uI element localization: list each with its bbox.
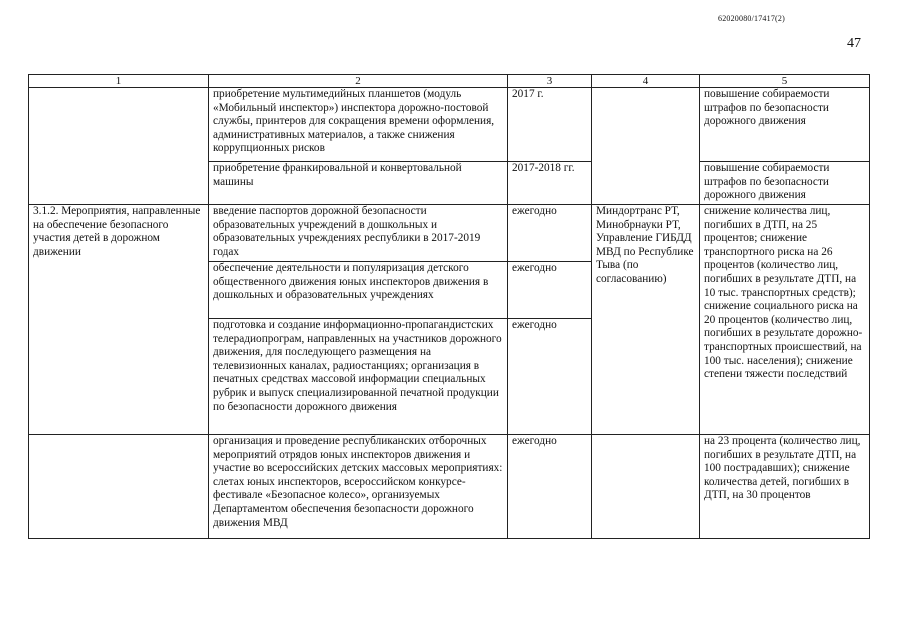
result-cell: повышение собираемости штрафов по безопасности дорожного движения — [700, 162, 870, 205]
activity-cell: обеспечение деятельности и популяризация детского общественного движения юных инспекторов движения в дошкольных и образовательных учреждениях — [209, 262, 508, 319]
deadline-cell: 2017-2018 гг. — [508, 162, 592, 205]
table-row — [29, 88, 870, 162]
table-row — [29, 205, 870, 262]
document-code: 62020080/17417(2) — [718, 14, 785, 23]
table-header-row — [29, 75, 870, 88]
activity-cell: приобретение франкировальной и конвертовальной машины — [209, 162, 508, 205]
deadline-cell: ежегодно — [508, 435, 592, 539]
column-header-2: 2 — [209, 75, 508, 88]
column-header-4: 4 — [592, 75, 700, 88]
result-cell: на 23 процента (количество лиц, погибших в результате ДТП, на 100 пострадавших); снижение количества детей, погибших в ДТП, на 30 процентов — [700, 435, 870, 539]
executor-cell — [592, 88, 700, 205]
table-row — [29, 435, 870, 539]
deadline-cell: ежегодно — [508, 205, 592, 262]
activity-cell: приобретение мультимедийных планшетов (модуль «Мобильный инспектор») инспектора дорожно-постовой службы, принтеров для сокращения времени оформления, административных материалов, а также снижения коррупционных рисков — [209, 88, 508, 162]
activity-cell: введение паспортов дорожной безопасности образовательных учреждений в дошкольных и образовательных учреждениях республики в 2017-2019 годах — [209, 205, 508, 262]
activity-cell: подготовка и создание информационно-пропагандистских телерадиопрограм, направленных на участников дорожного движения, для последующего размещения на телевизионных каналах, радиостанциях; организация в печатных средствах массовой информации специальных рубрик и выпуск специализированной печатной продукции по безопасности дорожного движения — [209, 319, 508, 435]
column-header-1: 1 — [29, 75, 209, 88]
measures-table — [28, 74, 870, 539]
executor-cell — [592, 435, 700, 539]
column-header-5: 5 — [700, 75, 870, 88]
result-cell: повышение собираемости штрафов по безопасности дорожного движения — [700, 88, 870, 162]
measure-name-cell — [29, 88, 209, 205]
measure-name-cell — [29, 435, 209, 539]
executor-cell: Миндортранс РТ, Минобрнауки РТ, Управление ГИБДД МВД по Республике Тыва (по согласованию) — [592, 205, 700, 435]
measure-name-cell: 3.1.2. Мероприятия, направленные на обеспечение безопасного участия детей в дорожном движении — [29, 205, 209, 435]
deadline-cell: ежегодно — [508, 262, 592, 319]
page-number: 47 — [847, 36, 861, 51]
activity-cell: организация и проведение республиканских отборочных мероприятий отрядов юных инспекторов движения и участие во всероссийских детских массовых мероприятиях: слетах юных инспекторов, всероссийском конкурсе-фестивале «Безопасное колесо», организуемых Департаментом обеспечения безопасности дорожного движения МВД — [209, 435, 508, 539]
column-header-3: 3 — [508, 75, 592, 88]
deadline-cell: 2017 г. — [508, 88, 592, 162]
result-cell: снижение количества лиц, погибших в ДТП, на 25 процентов; снижение транспортного риска на 26 процентов (количество лиц, погибших в результате ДТП, на 10 тыс. транспортных средств); снижение социального риска на 20 процентов (количество лиц, погибших в результате дорожно-транспортных происшествий, на 100 тыс. населения); снижение степени тяжести последствий — [700, 205, 870, 435]
deadline-cell: ежегодно — [508, 319, 592, 435]
